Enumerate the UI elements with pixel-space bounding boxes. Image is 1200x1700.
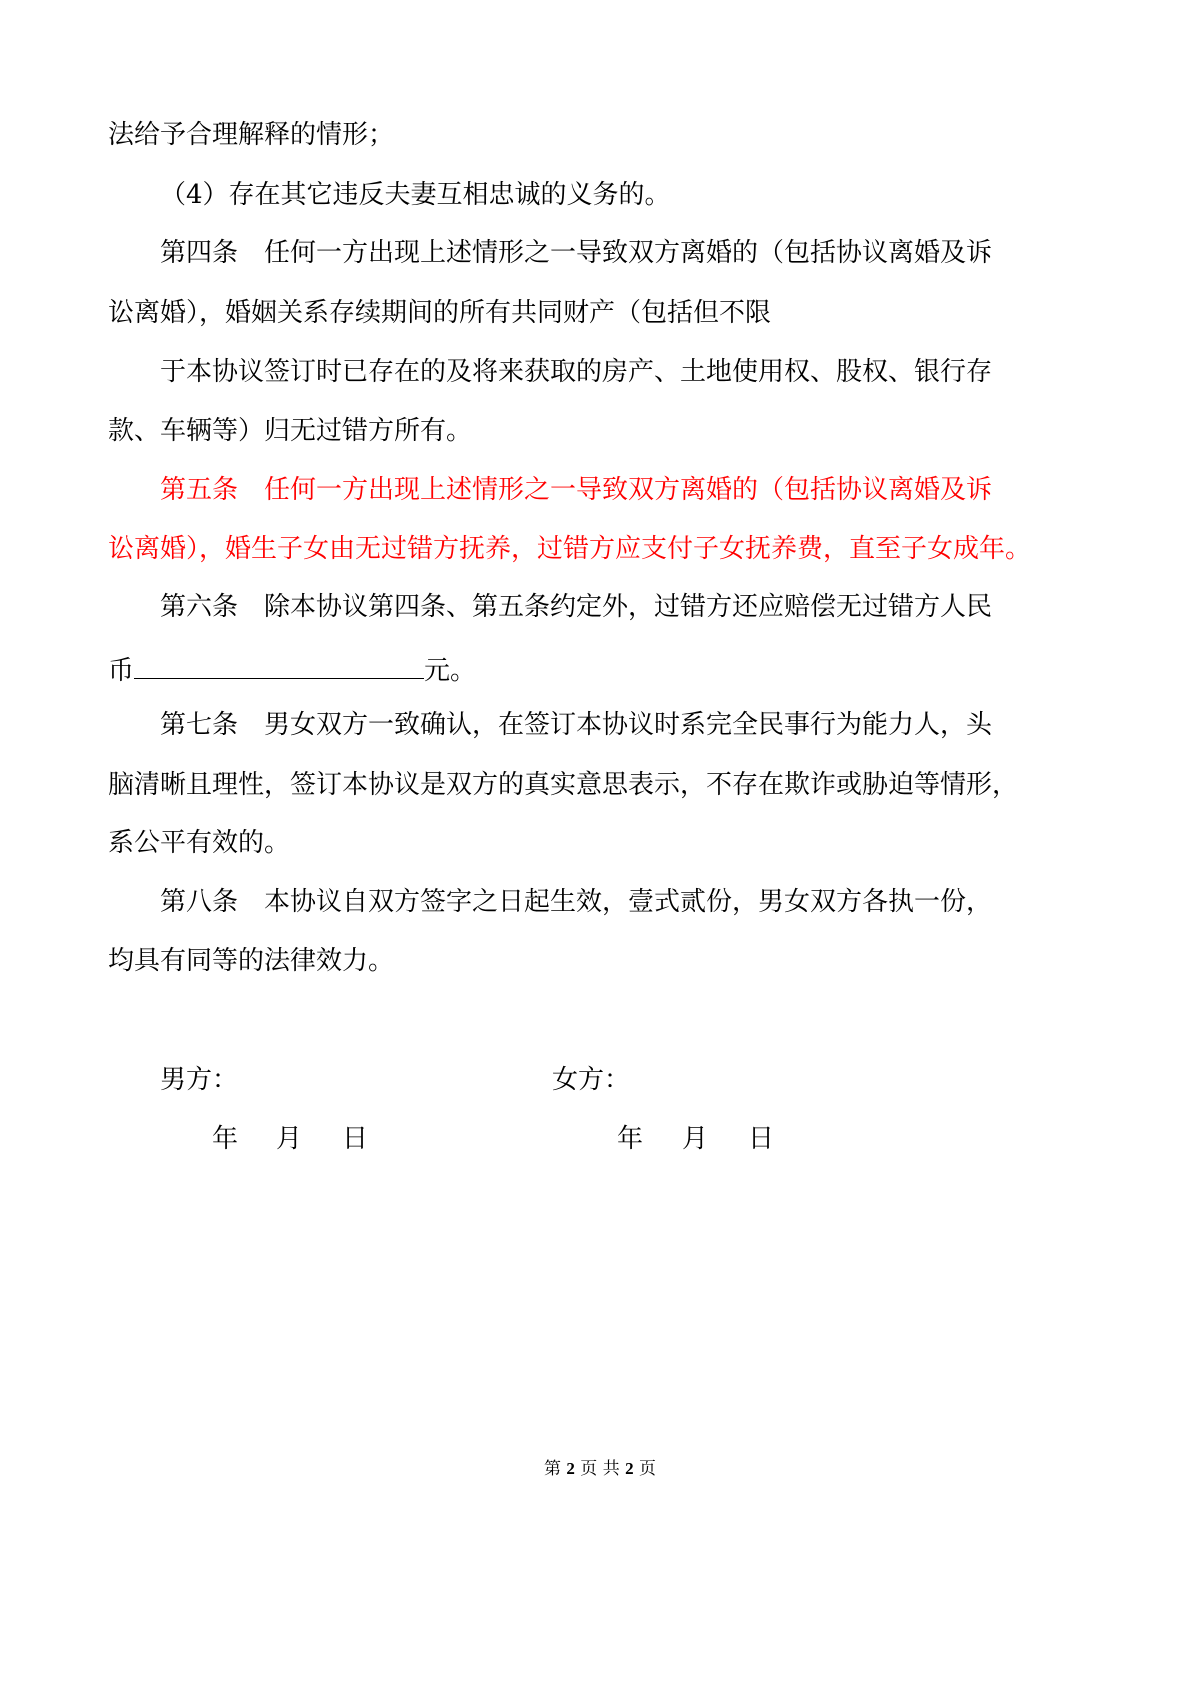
footer-word: 第	[543, 1459, 561, 1479]
article-6-line: 第六条 除本协议第四条、第五条约定外，过错方还应赔偿无过错方人民	[160, 592, 993, 622]
total-page-number: 2	[625, 1459, 634, 1478]
article-8-line: 第八条 本协议自双方签字之日起生效，壹式贰份，男女双方各执一份，	[160, 887, 993, 917]
article-6-amount-line	[108, 650, 476, 688]
female-date-year: 年	[617, 1124, 644, 1154]
article-7-line: 第七条 男女双方一致确认，在签订本协议时系完全民事行为能力人，头	[160, 710, 993, 740]
article-4-line: 讼离婚），婚姻关系存续期间的所有共同财产（包括但不限	[108, 298, 772, 328]
current-page-number: 2	[566, 1459, 575, 1478]
article-8-line: 均具有同等的法律效力。	[108, 946, 395, 976]
footer-word: 共	[602, 1459, 620, 1479]
currency-prefix: 币	[108, 656, 135, 686]
clause-item-4: （4）存在其它违反夫妻互相忠诚的义务的。	[160, 180, 671, 210]
article-5-line-highlighted: 讼离婚），婚生子女由无过错方抚养，过错方应支付子女抚养费，直至子女成年。	[108, 534, 1032, 564]
amount-blank-field[interactable]	[134, 650, 424, 679]
male-date-year: 年	[212, 1124, 239, 1154]
article-4-line: 款、车辆等）归无过错方所有。	[108, 416, 473, 446]
currency-suffix: 元。	[424, 656, 477, 686]
female-signature-label: 女方：	[552, 1065, 631, 1095]
article-4-line: 第四条 任何一方出现上述情形之一导致双方离婚的（包括协议离婚及诉	[160, 238, 993, 268]
male-signature-label: 男方：	[160, 1065, 239, 1095]
footer-word: 页	[580, 1459, 598, 1479]
article-7-line: 脑清晰且理性，签订本协议是双方的真实意思表示，不存在欺诈或胁迫等情形，	[108, 770, 1019, 800]
female-date-month: 月	[682, 1124, 709, 1154]
female-date-day: 日	[748, 1124, 775, 1154]
male-date-day: 日	[342, 1124, 369, 1154]
page-number-footer	[0, 1458, 1200, 1480]
article-4-line: 于本协议签订时已存在的及将来获取的房产、土地使用权、股权、银行存	[160, 357, 993, 387]
footer-word: 页	[639, 1459, 657, 1479]
article-7-line: 系公平有效的。	[108, 828, 291, 858]
male-date-month: 月	[276, 1124, 303, 1154]
article-5-line-highlighted: 第五条 任何一方出现上述情形之一导致双方离婚的（包括协议离婚及诉	[160, 475, 993, 505]
paragraph-line: 法给予合理解释的情形；	[108, 120, 395, 150]
